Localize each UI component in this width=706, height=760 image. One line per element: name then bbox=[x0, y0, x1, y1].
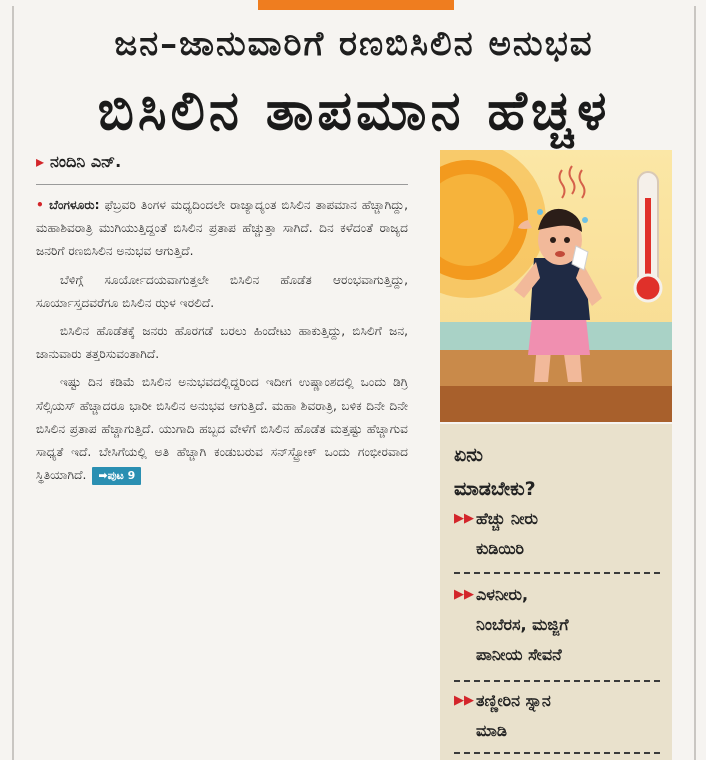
double-arrow-icon: ▶▶ bbox=[454, 693, 474, 708]
byline bbox=[36, 152, 121, 172]
tip-item: ▶▶ ತಣ್ಣೀರಿನ ಸ್ನಾನ ಮಾಡಿ bbox=[454, 686, 660, 746]
article-paragraph: ಬಿಸಿಲಿನ ಹೊಡೆತಕ್ಕೆ ಜನರು ಹೊರಗಡೆ ಬರಲು ಹಿಂದೇಟು ಹಾಕುತ್ತಿದ್ದು, ಬಿಸಿಲಿಗೆ ಜನ, ಜಾನುವಾರು ತತ್ತರಿಸುವಂತಾಗಿದೆ. bbox=[36, 324, 408, 362]
right-border bbox=[694, 6, 696, 760]
dateline: • ಬೆಂಗಳೂರು: bbox=[36, 198, 100, 212]
headline-kicker: ಜನ–ಜಾನುವಾರಿಗೆ ರಣಬಿಸಿಲಿನ ಅನುಭವ bbox=[114, 24, 594, 64]
section-tab bbox=[258, 0, 454, 10]
left-border bbox=[12, 6, 14, 760]
tips-title: ಏನು ಮಾಡಬೇಕು? bbox=[454, 444, 536, 500]
tip-divider bbox=[454, 680, 660, 682]
double-arrow-icon: ▶▶ bbox=[454, 511, 474, 526]
arrow-marker-icon: ▸ bbox=[36, 152, 45, 171]
headline-main: ಬಿಸಿಲಿನ ತಾಪಮಾನ ಹೆಚ್ಚಳ bbox=[97, 78, 611, 142]
double-arrow-icon: ▶▶ bbox=[454, 587, 474, 602]
article-paragraph: ಇಷ್ಟು ದಿನ ಕಡಿಮೆ ಬಿಸಿಲಿನ ಅನುಭವದಲ್ಲಿದ್ದರಿಂದ ಇದೀಗ ಉಷ್ಣಾಂಶದಲ್ಲಿ ಒಂದು ಡಿಗ್ರಿ ಸೆಲ್ಸಿಯಸ್ ಹೆಚ್ಚಾದರೂ ಭಾರೀ ಬಿಸಿಲಿನ ಅನುಭವ ಆಗುತ್ತಿದೆ. ಮಹಾ ಶಿವರಾತ್ರಿ, ಬಳಿಕ ದಿನೇ ದಿನೇ ಬಿಸಿಲಿನ ಪ್ರತಾಪ ಹೆಚ್ಚಾಗುತ್ತಿದೆ. ಯುಗಾದಿ ಹಬ್ಬದ ವೇಳೆಗೆ ಬಿಸಿಲಿನ ಹೊಡೆತ ಮತ್ತಷ್ಟು ಹೆಚ್ಚಾಗುವ ಸಾಧ್ಯತೆ ಇದೆ. ಬೇಸಿಗೆಯಲ್ಲಿ ಅತಿ ಹೆಚ್ಚಾಗಿ ಕಂಡುಬರುವ ಸನ್‌ಸ್ಟ್ರೋಕ್ ಒಂದು ಗಂಭೀರವಾದ ಸ್ಥಿತಿಯಾಗಿದೆ. ➡ಪುಟ 9 bbox=[36, 371, 408, 487]
tip-item: ▶▶ ಎಳನೀರು, ನಿಂಬೆರಸ, ಮಜ್ಜಿಗೆ ಪಾನೀಯ ಸೇವನೆ bbox=[454, 580, 660, 670]
byline-divider bbox=[36, 184, 408, 185]
continued-page-tag[interactable]: ➡ಪುಟ 9 bbox=[92, 467, 141, 485]
author-name: ನಂದಿನಿ ಎನ್. bbox=[50, 152, 122, 171]
tip-divider bbox=[454, 752, 660, 754]
heatwave-illustration bbox=[440, 150, 672, 422]
tip-divider bbox=[454, 572, 660, 574]
tips-box bbox=[440, 424, 672, 760]
article-body bbox=[36, 194, 408, 492]
article-paragraph: • ಬೆಂಗಳೂರು: ಫೆಬ್ರವರಿ ತಿಂಗಳ ಮಧ್ಯದಿಂದಲೇ ರಾಜ್ಯಾದ್ಯಂತ ಬಿಸಿಲಿನ ತಾಪಮಾನ ಹೆಚ್ಚಾಗಿದ್ದು, ಮಹಾಶಿವರಾತ್ರಿ ಮುಗಿಯುತ್ತಿದ್ದಂತೆ ಬಿಸಿಲಿನ ಪ್ರತಾಪ ಹೆಚ್ಚುತ್ತಾ ಸಾಗಿದೆ. ದಿನ ಕಳೆದಂತೆ ರಾಜ್ಯದ ಜನರಿಗೆ ರಣಬಿಸಿಲಿನ ಅನುಭವ ಆಗುತ್ತಿದೆ. bbox=[36, 198, 408, 259]
tip-item: ▶▶ ಹೆಚ್ಚು ನೀರು ಕುಡಿಯಿರಿ bbox=[454, 504, 660, 564]
thermometer-icon bbox=[635, 172, 661, 301]
article-paragraph: ಬೆಳಿಗ್ಗೆ ಸೂರ್ಯೋದಯವಾಗುತ್ತಲೇ ಬಿಸಿಲಿನ ಹೊಡೆತ ಆರಂಭವಾಗುತ್ತಿದ್ದು, ಸೂರ್ಯಾಸ್ತದವರೆಗೂ ಬಿಸಿಲಿನ ಝಳ ಇರಲಿದೆ. bbox=[36, 272, 408, 310]
